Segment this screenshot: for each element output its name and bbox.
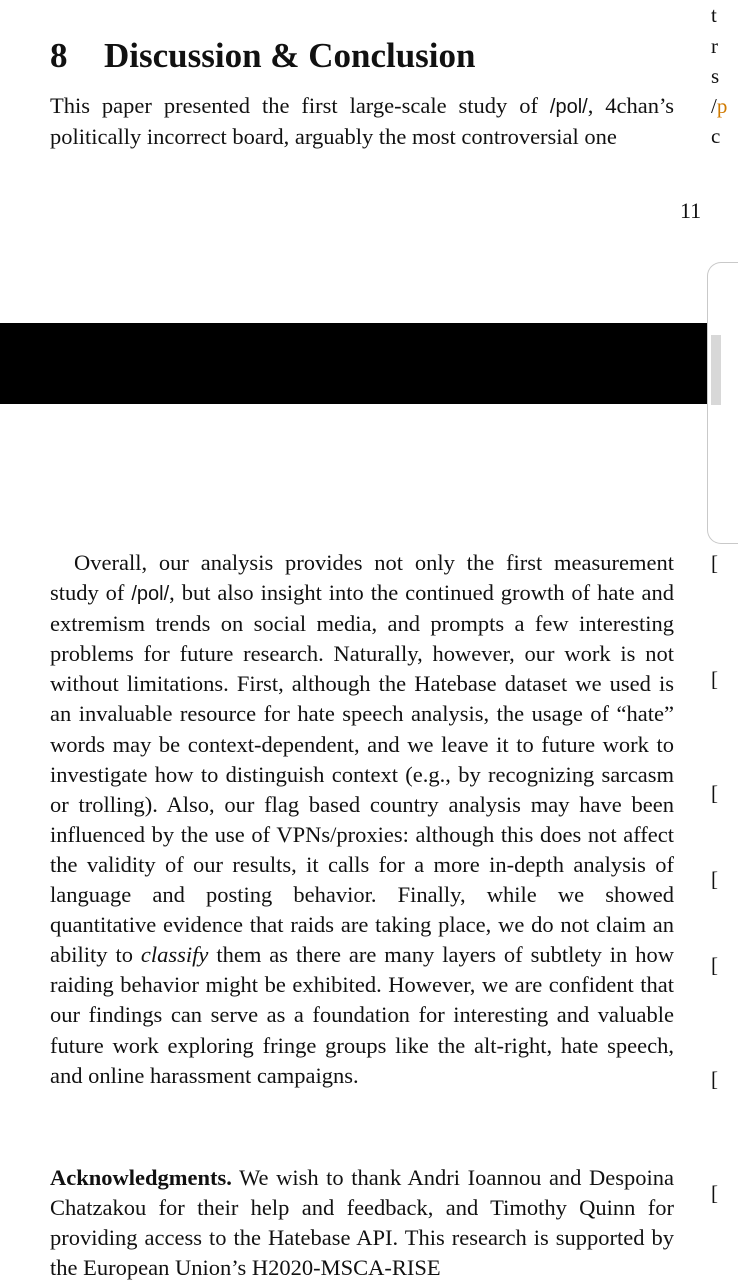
- black-band-divider: [0, 323, 720, 404]
- acknowledgments-label: Acknowledgments.: [50, 1165, 232, 1190]
- acknowledgments-paragraph: [50, 1163, 674, 1283]
- overall-text-2: , but also insight into the continued growth of hate and extremism trends on social media, and prompts a few interesting problems for future research. Naturally, however, our work is not without limitations. First, although the Hatebase dataset we used is an invaluable resource for hate speech analysis, the usage of “hate” words may be context-dependent, and we leave it to future work to investigate how to distinguish context (e.g., by recognizing sarcasm or trolling). Also, our flag based country analysis may have been influenced by the use of VPNs/proxies: although this does not affect the validity of our results, it calls for a more in-depth analysis of language and posting behavior. Finally, while we showed quantitative evidence that raids are taking place, we do not claim an ability to: [50, 580, 674, 968]
- fragment-glyph: c: [711, 124, 721, 148]
- fragment-glyph: r: [711, 34, 718, 58]
- acknowledgments-text: We wish to thank Andri Ioannou and Despoina Chatzakou for their help and feedback, and Timothy Quinn for providing access to the Hatebase API. This research is supported by the European Union’s H2020-MSCA-RISE: [50, 1165, 674, 1281]
- reference-bracket: [: [711, 781, 718, 805]
- section-heading: [50, 34, 475, 78]
- section-title: Discussion & Conclusion: [104, 36, 476, 75]
- section-number: 8: [50, 36, 68, 75]
- pull-tab-grip[interactable]: [711, 335, 721, 405]
- intro-text-1: This paper presented the first large-scale study of: [50, 93, 550, 118]
- reference-bracket: [: [711, 1067, 718, 1091]
- fragment-glyph: /p: [711, 94, 728, 118]
- pol-board-name: /pol/: [549, 96, 588, 118]
- overall-text-1: Overall, our analysis provides not only the first measurement study of: [50, 550, 674, 606]
- overall-text-3: them as there are many layers of subtlety in how raiding behavior might be exhibited. However, we are confident that our findings can serve as a foundation for interesting and valuable future work exploring fringe groups like the alt-right, hate speech, and online harassment campaigns.: [50, 942, 674, 1088]
- page-number: 11: [680, 198, 702, 223]
- edge-pull-tab[interactable]: [707, 262, 738, 544]
- adjacent-column-fragments: [711, 0, 728, 1280]
- intro-text-2: , 4chan’s politically incorrect board, arguably the most controversial one: [50, 93, 674, 150]
- reference-bracket: [: [711, 867, 718, 891]
- pol-board-name: /pol/: [131, 583, 170, 606]
- reference-bracket: [: [711, 551, 718, 575]
- emphasis-classify: classify: [140, 942, 209, 968]
- reference-bracket: [: [711, 667, 718, 691]
- reference-bracket: [: [711, 1181, 718, 1205]
- reference-bracket: [: [711, 953, 718, 977]
- fragment-glyph: s: [711, 64, 720, 88]
- overall-paragraph: [50, 548, 674, 1091]
- intro-paragraph: [50, 91, 674, 152]
- fragment-glyph: t: [711, 3, 717, 27]
